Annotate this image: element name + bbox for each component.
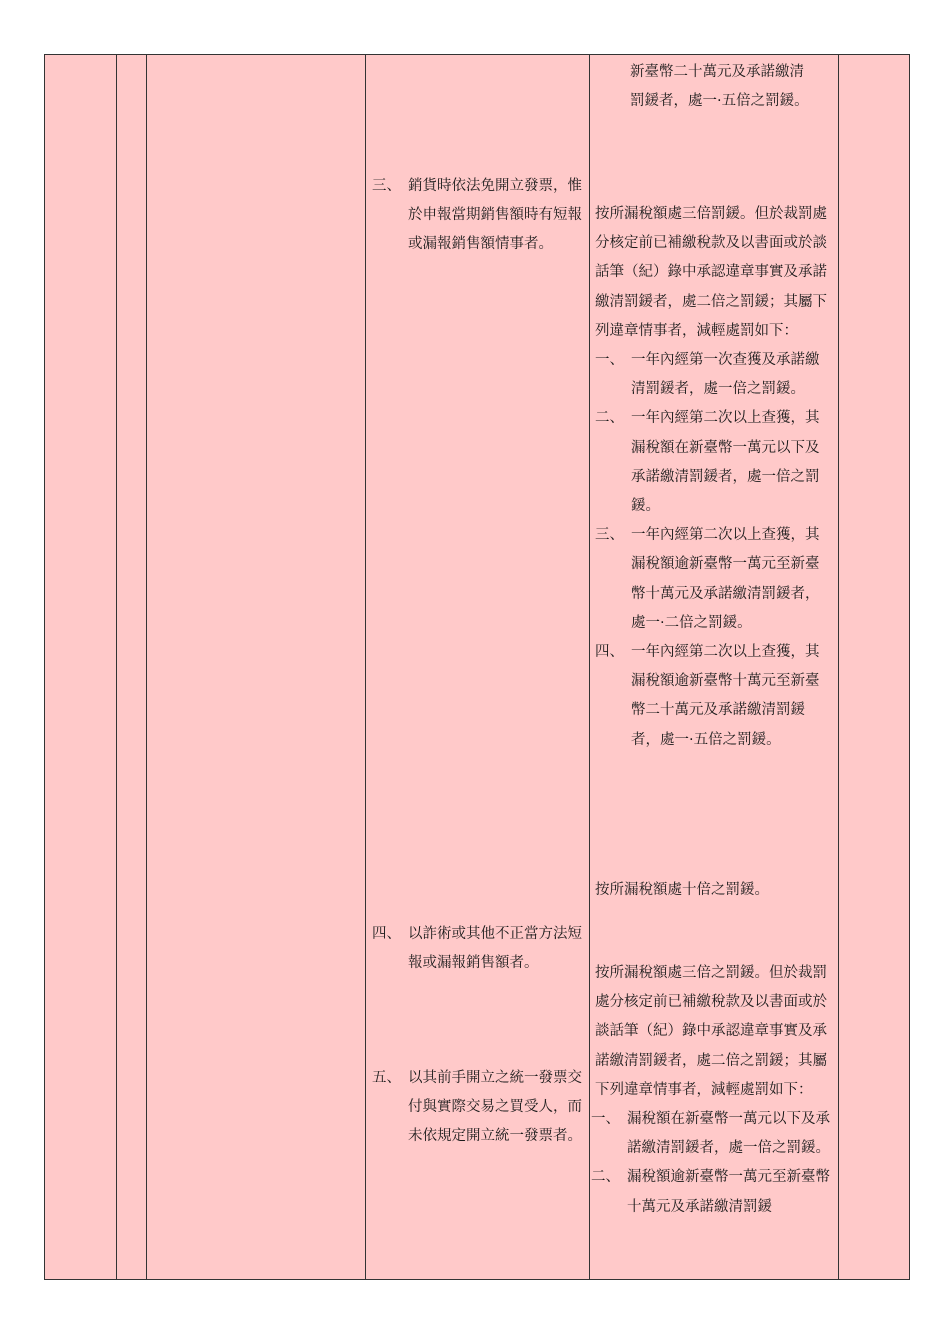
item-number: 三、 <box>372 178 401 194</box>
item-text: 一年內經第二次以上查獲，其漏稅額在新臺幣一萬元以下及承諾繳清罰鍰者，處一倍之罰鍰。 <box>631 410 820 515</box>
item-number: 一、 <box>595 352 624 369</box>
violation-item-4 <box>372 920 582 978</box>
item-number: 四、 <box>595 644 624 661</box>
continued-fragment <box>630 58 835 116</box>
item-number: 四、 <box>372 925 401 942</box>
item-text: 一年內經第二次以上查獲，其漏稅額逾新臺幣一萬元至新臺幣十萬元及承諾繳清罰鍰者，處一·二倍之罰鍰。 <box>631 527 820 631</box>
item-text: 一年內經第一次查獲及承諾繳清罰鍰者，處一倍之罰鍰。 <box>631 352 820 398</box>
item-number: 二、 <box>595 410 624 427</box>
item-text: 以詐術或其他不正當方法短報或漏報銷售額者。 <box>408 925 582 971</box>
penalty-5 <box>591 959 830 1222</box>
violation-item-3 <box>372 172 582 260</box>
item-number: 二、 <box>591 1169 620 1186</box>
violation-item-5 <box>372 1064 582 1152</box>
item-text: 漏稅額在新臺幣一萬元以下及承諾繳清罰鍰者，處一倍之罰鍰。 <box>627 1111 830 1157</box>
item-number: 一、 <box>591 1111 620 1128</box>
column-divider <box>116 55 117 1279</box>
fragment-line: 罰鍰者，處一·五倍之罰鍰。 <box>630 93 809 110</box>
fragment-line: 新臺幣二十萬元及承諾繳清 <box>630 64 804 80</box>
column-divider <box>589 55 590 1279</box>
penalty-subitem <box>595 346 830 404</box>
item-text: 以其前手開立之統一發票交付與實際交易之買受人，而未依規定開立統一發票者。 <box>408 1070 582 1145</box>
penalty-subitem <box>591 1163 830 1221</box>
penalty-subitem <box>595 638 830 755</box>
item-number: 五、 <box>372 1070 401 1087</box>
penalty-3 <box>595 200 830 755</box>
column-divider <box>838 55 839 1279</box>
column-divider <box>146 55 147 1279</box>
penalty-intro: 按所漏稅額處三倍之罰鍰。但於裁罰處分核定前已補繳稅款及以書面或於談話筆（紀）錄中承認違章事實及承諾繳清罰鍰者，處二倍之罰鍰；其屬下列違章情事者，減輕處罰如下： <box>595 965 827 1098</box>
penalty-text: 按所漏稅額處十倍之罰鍰。 <box>595 882 769 898</box>
item-text: 銷貨時依法免開立發票，惟於申報當期銷售額時有短報或漏報銷售額情事者。 <box>408 178 582 253</box>
penalty-subitem <box>595 404 830 521</box>
item-number: 三、 <box>595 527 624 544</box>
item-text: 一年內經第二次以上查獲，其漏稅額逾新臺幣十萬元至新臺幣二十萬元及承諾繳清罰鍰者，處一·五倍之罰鍰。 <box>631 644 820 748</box>
item-text: 漏稅額逾新臺幣一萬元至新臺幣十萬元及承諾繳清罰鍰 <box>627 1169 830 1215</box>
penalty-subitem <box>591 1105 830 1163</box>
penalty-intro: 按所漏稅額處三倍罰鍰。但於裁罰處分核定前已補繳稅款及以書面或於談話筆（紀）錄中承認違章事實及承諾繳清罰鍰者，處二倍之罰鍰；其屬下列違章情事者，減輕處罰如下： <box>595 206 827 339</box>
penalty-subitem <box>595 521 830 638</box>
penalty-4 <box>595 876 830 905</box>
column-divider <box>365 55 366 1279</box>
